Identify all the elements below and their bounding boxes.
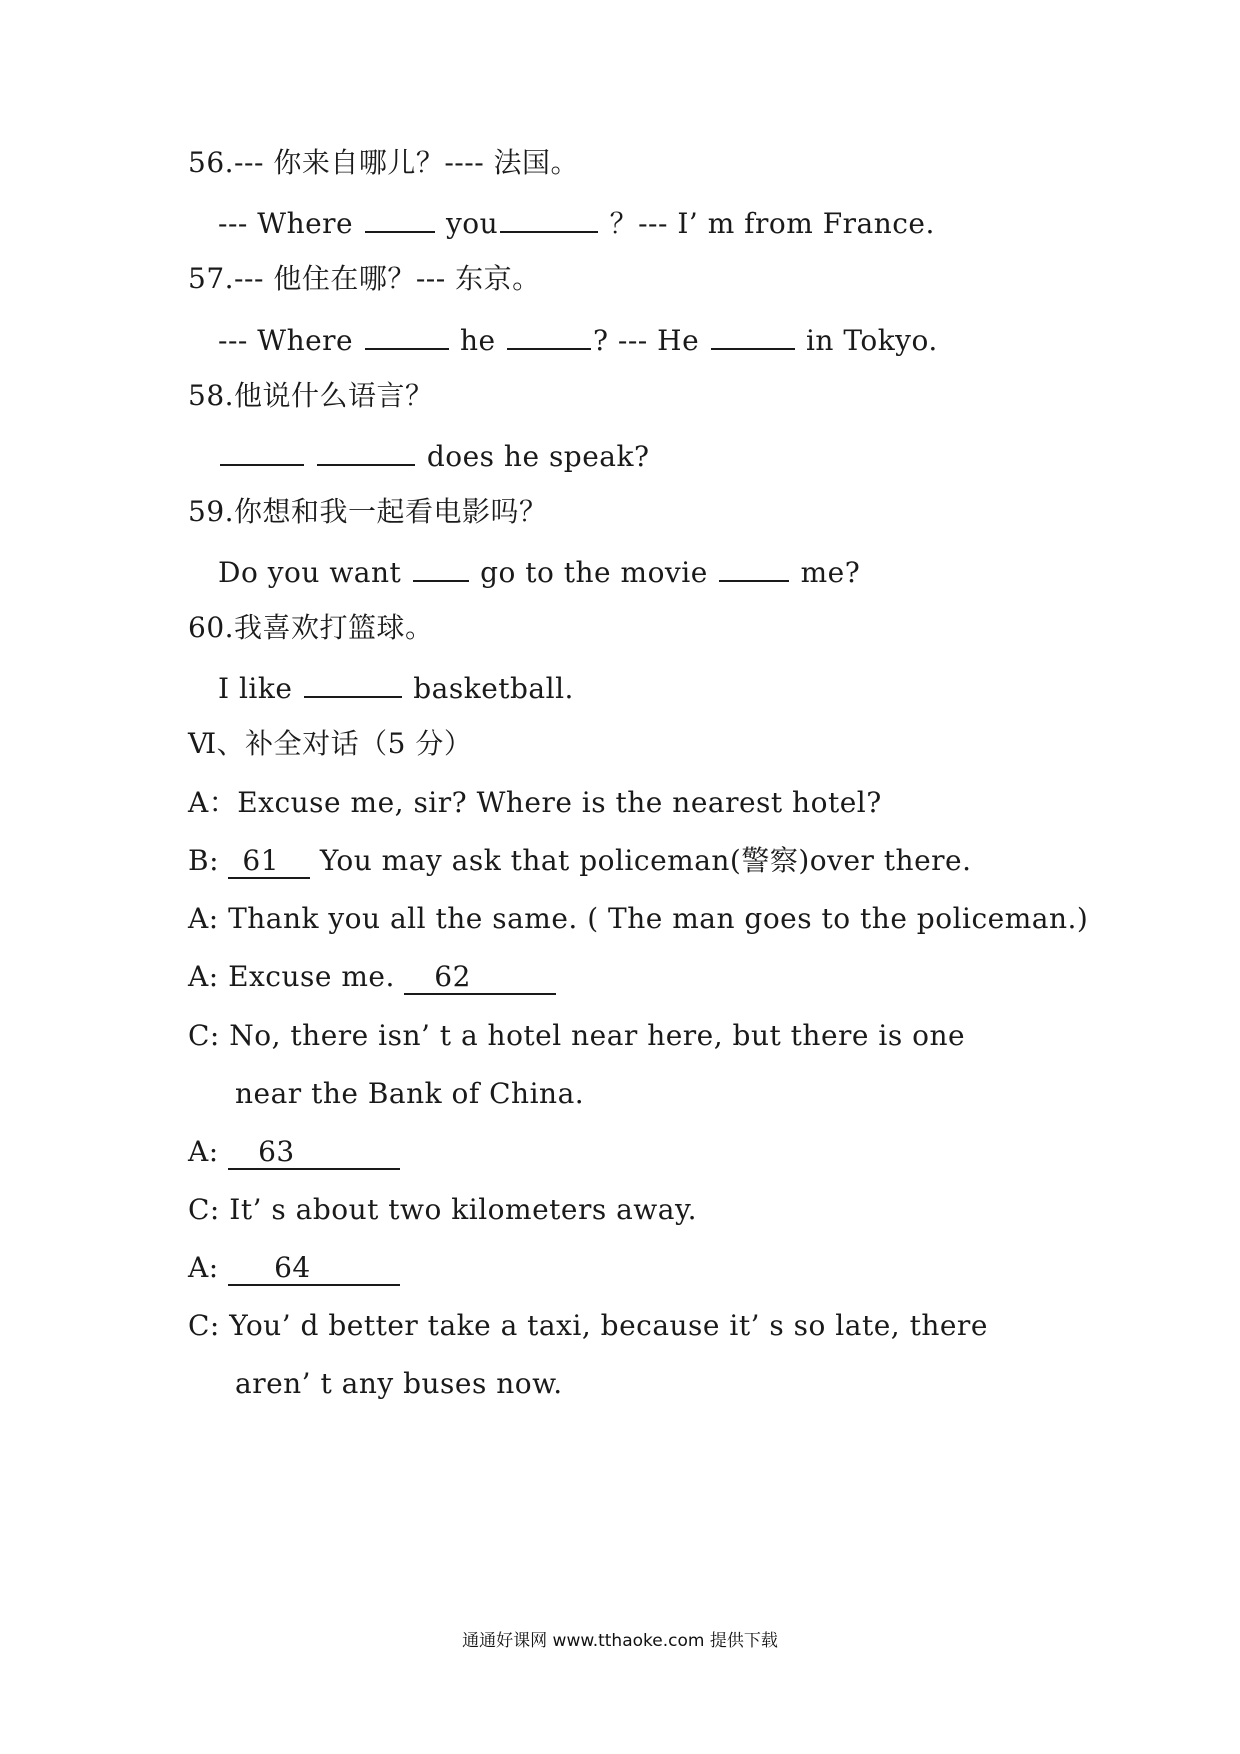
sentence-text: --- Where [218,207,354,240]
numbered-blank-63[interactable]: 63 [228,1136,400,1170]
answer-blank[interactable] [507,318,591,350]
dialogue-line [188,1016,965,1056]
sentence-text: --- Where [218,324,354,357]
dialogue-line [188,1306,988,1346]
answer-blank[interactable] [304,666,402,698]
sentence-text: me? [800,556,861,589]
speaker-label: B: [188,844,229,877]
sentence-text: go to the movie [480,556,708,589]
sentence-text: does he speak? [426,440,650,473]
sentence-text: in Tokyo. [805,324,938,357]
dialogue-text: Excuse me. [228,960,395,993]
speaker-label: C: [188,1309,230,1342]
answer-blank[interactable] [413,550,469,582]
answer-blank[interactable] [220,434,304,466]
dialogue-line [188,783,882,823]
dialogue-text: Thank you all the same. ( The man goes to the policeman.) [228,902,1089,935]
sentence-text: he [459,324,496,357]
dialogue-line-continued: aren’ t any buses now. [235,1367,563,1400]
dialogue-line [188,899,1088,939]
answer-blank[interactable] [365,201,435,233]
answer-blank[interactable] [500,201,598,233]
question-57-prompt: 57.--- 他住在哪？--- 东京。 [188,262,541,295]
dialogue-text: You may ask that policeman(警察)over there. [319,844,972,877]
dialogue-text: It’ s about two kilometers away. [229,1193,697,1226]
question-56-sentence [218,201,935,244]
question-59-prompt: 59.你想和我一起看电影吗？ [188,495,548,528]
answer-blank[interactable] [317,434,415,466]
dialogue-line [188,1248,400,1288]
speaker-label: C: [188,1193,230,1226]
question-58-prompt: 58.他说什么语言？ [188,379,434,412]
dialogue-line [188,957,556,997]
section-title: Ⅵ、补全对话（5 分） [188,727,473,760]
speaker-label: A: [188,960,229,993]
numbered-blank-62[interactable]: 62 [404,961,556,995]
dialogue-text: Excuse me, sir? Where is the nearest hotel? [237,786,882,819]
page-footer: 通通好课网 www.tthaoke.com 提供下载 [462,1631,778,1651]
sentence-text: ？--- I’ m from France. [609,207,935,240]
dialogue-line-continued: near the Bank of China. [235,1077,585,1110]
answer-blank[interactable] [711,318,795,350]
dialogue-line [188,841,972,881]
speaker-label: A: [188,1135,229,1168]
question-57-sentence [218,318,938,361]
answer-blank[interactable] [719,550,789,582]
dialogue-line [188,1190,697,1230]
question-60-prompt: 60.我喜欢打篮球。 [188,611,434,644]
question-59-sentence [218,550,860,593]
dialogue-line [188,1132,400,1172]
speaker-label: A: [188,1251,229,1284]
sentence-text: ? --- He [592,324,700,357]
speaker-label: C: [188,1019,230,1052]
sentence-text: Do you want [218,556,402,589]
numbered-blank-64[interactable]: 64 [228,1252,400,1286]
question-60-sentence [218,666,574,709]
dialogue-text: You’ d better take a taxi, because it’ s so late, there [229,1309,988,1342]
numbered-blank-61[interactable]: 61 [228,845,310,879]
dialogue-text: No, there isn’ t a hotel near here, but there is one [229,1019,966,1052]
speaker-label: A: [188,902,229,935]
sentence-text: basketball. [413,672,574,705]
answer-blank[interactable] [365,318,449,350]
question-56-prompt: 56.--- 你来自哪儿？---- 法国。 [188,146,580,179]
sentence-text: you [445,207,499,240]
question-58-sentence [218,434,649,477]
sentence-text: I like [218,672,293,705]
speaker-label: A： [188,786,238,819]
